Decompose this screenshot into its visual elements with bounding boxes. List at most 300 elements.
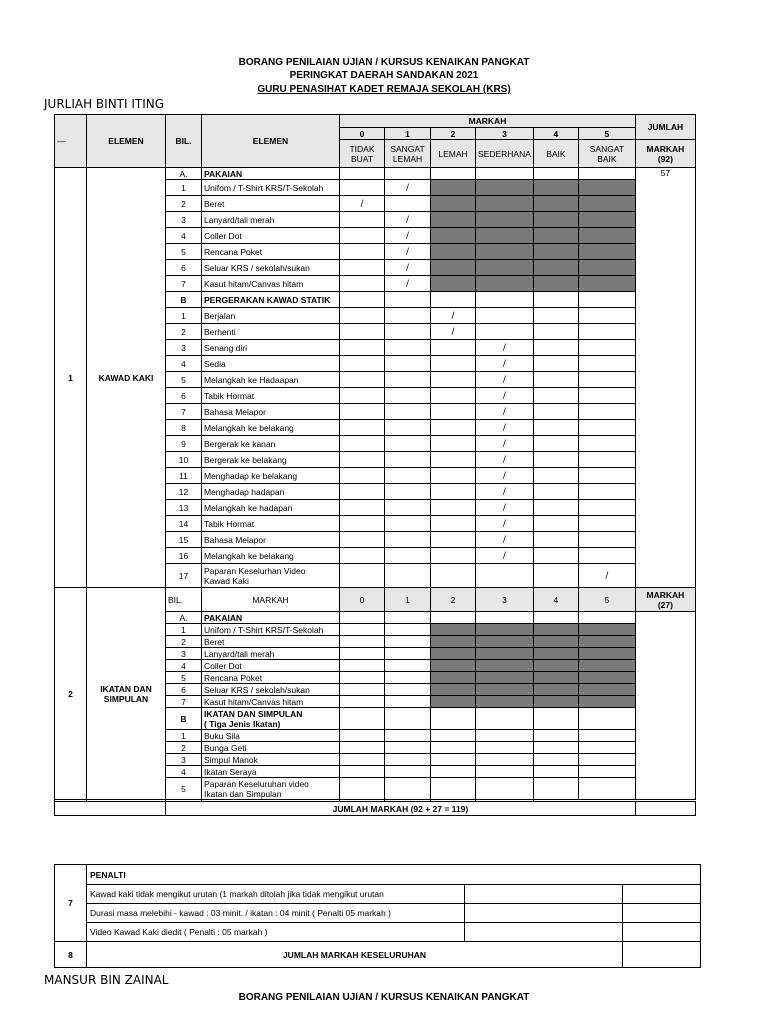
mark-cell (431, 372, 476, 388)
mark-cell (533, 212, 578, 228)
mark-cell (476, 244, 534, 260)
item-bil: 12 (166, 484, 202, 500)
mark-cell (431, 388, 476, 404)
mark-cell (385, 696, 431, 708)
mark-cell (385, 730, 431, 742)
mark-cell (533, 276, 578, 292)
penalty-item: Kawad kaki tidak mengikut urutan (1 markah ditolah jika tidak mengikut urutan (87, 885, 465, 904)
group-title: PAKAIAN (202, 612, 340, 624)
item-bil: 3 (166, 212, 202, 228)
next-page-title: BORANG PENILAIAN UJIAN / KURSUS KENAIKAN PANGKAT (238, 992, 530, 1003)
mark-cell (431, 742, 476, 754)
mark-cell (533, 684, 578, 696)
mark-cell (385, 292, 431, 308)
mark-cell (476, 766, 534, 778)
mark-cell (578, 180, 635, 196)
mark-cell (533, 168, 578, 180)
score-header: 4 (533, 128, 578, 140)
item-label: Berhenti (202, 324, 340, 340)
penalty-no: 7 (55, 865, 87, 942)
mark-cell (431, 754, 476, 766)
penalty-total (623, 885, 701, 904)
mark-cell: / (385, 244, 431, 260)
mark-cell (340, 292, 385, 308)
mark-cell (578, 516, 635, 532)
mark-cell (340, 742, 385, 754)
mark-cell (476, 730, 534, 742)
mark-cell (431, 196, 476, 212)
item-bil: 4 (166, 766, 202, 778)
mark-cell (476, 292, 534, 308)
mark-cell (431, 696, 476, 708)
mark-cell (385, 660, 431, 672)
mark-cell (533, 708, 578, 730)
mark-cell (431, 684, 476, 696)
mark-cell (340, 778, 385, 800)
item-label: Tabik Hormat (202, 516, 340, 532)
mark-cell (578, 696, 635, 708)
penalty-item: Video Kawad Kaki diedit ( Penalti : 05 markah ) (87, 923, 465, 942)
item-label: Melangkah ke hadapan (202, 500, 340, 516)
penalty-total (623, 904, 701, 923)
item-label: Melangkah ke belakang (202, 420, 340, 436)
mark-cell (533, 388, 578, 404)
mark-cell (385, 168, 431, 180)
mark-cell (578, 548, 635, 564)
mark-cell (385, 484, 431, 500)
group-bil: A. (166, 168, 202, 180)
score-header: 2 (431, 588, 476, 612)
item-label: Bergerak ke belakang (202, 452, 340, 468)
mark-cell (578, 500, 635, 516)
item-bil: 7 (166, 404, 202, 420)
mark-cell (385, 766, 431, 778)
mark-cell (431, 228, 476, 244)
mark-cell (578, 468, 635, 484)
item-label: Bunga Geti (202, 742, 340, 754)
mark-cell (385, 754, 431, 766)
item-bil: 16 (166, 548, 202, 564)
mark-cell: / (476, 468, 534, 484)
score-header: 5 (578, 588, 635, 612)
mark-cell (385, 548, 431, 564)
group-title: IKATAN DAN SIMPULAN ( Tiga Jenis Ikatan) (202, 708, 340, 730)
form-subtitle-krs: GURU PENASIHAT KADET REMAJA SEKOLAH (KRS) (257, 84, 511, 95)
mark-cell (578, 742, 635, 754)
item-label: Lanyard/tali merah (202, 648, 340, 660)
mark-cell (340, 672, 385, 684)
item-label: Coller Dot (202, 660, 340, 672)
item-bil: 15 (166, 532, 202, 548)
mark-cell: / (476, 532, 534, 548)
mark-cell (578, 196, 635, 212)
item-bil: 10 (166, 452, 202, 468)
mark-cell (431, 484, 476, 500)
item-bil: 14 (166, 516, 202, 532)
score-label: SEDERHANA (476, 140, 534, 168)
mark-cell (578, 624, 635, 636)
mark-cell (340, 648, 385, 660)
mark-cell (340, 228, 385, 244)
mark-cell (476, 564, 534, 588)
mark-cell (340, 452, 385, 468)
mark-cell (385, 624, 431, 636)
assessment-table (54, 114, 696, 816)
item-bil: 1 (166, 730, 202, 742)
mark-cell: / (385, 276, 431, 292)
mark-cell (533, 730, 578, 742)
item-label: Seluar KRS / sekolah/sukan (202, 260, 340, 276)
mark-cell (476, 612, 534, 624)
group-bil: B (166, 292, 202, 308)
item-label: Rencana Poket (202, 244, 340, 260)
item-label: Unifom / T-Shirt KRS/T-Sekolah (202, 180, 340, 196)
item-label: Coller Dot (202, 228, 340, 244)
mark-cell: / (476, 420, 534, 436)
penalty-title: PENALTI (87, 865, 701, 885)
mark-cell (431, 356, 476, 372)
mark-cell (476, 212, 534, 228)
mark-cell (578, 276, 635, 292)
mark-cell: / (476, 548, 534, 564)
mark-cell (431, 244, 476, 260)
mark-cell (340, 636, 385, 648)
mark-cell: / (385, 260, 431, 276)
mark-cell (533, 742, 578, 754)
item-bil: 2 (166, 196, 202, 212)
mark-cell (533, 484, 578, 500)
mark-cell (578, 420, 635, 436)
mark-cell (476, 660, 534, 672)
mark-cell (578, 388, 635, 404)
mark-cell (578, 436, 635, 452)
mark-cell: / (431, 308, 476, 324)
mark-cell (431, 516, 476, 532)
mark-cell (431, 648, 476, 660)
mark-cell: / (431, 324, 476, 340)
mark-cell (431, 404, 476, 420)
form-title: BORANG PENILAIAN UJIAN / KURSUS KENAIKAN PANGKAT (238, 57, 530, 68)
mark-cell (431, 778, 476, 800)
penalty-total (623, 923, 701, 942)
mark-cell (533, 308, 578, 324)
mark-cell (340, 548, 385, 564)
mark-cell (533, 292, 578, 308)
item-bil: 1 (166, 624, 202, 636)
col-jumlah: JUMLAH (635, 115, 695, 140)
mark-cell (431, 420, 476, 436)
score-label: LEMAH (431, 140, 476, 168)
score-label: TIDAK BUAT (340, 140, 385, 168)
mark-cell (578, 340, 635, 356)
mark-cell (385, 684, 431, 696)
score-header: 3 (476, 128, 534, 140)
mark-cell (431, 564, 476, 588)
score-header: 5 (578, 128, 635, 140)
mark-cell (385, 388, 431, 404)
mark-cell (476, 778, 534, 800)
mark-cell (533, 564, 578, 588)
item-bil: 5 (166, 672, 202, 684)
score-header: 1 (385, 588, 431, 612)
mark-cell (340, 180, 385, 196)
mark-cell (340, 564, 385, 588)
item-label: Menghadap ke belakang (202, 468, 340, 484)
mark-cell: / (476, 516, 534, 532)
mark-cell (533, 420, 578, 436)
mark-cell (578, 660, 635, 672)
item-label: Simpul Manok (202, 754, 340, 766)
mark-cell (385, 708, 431, 730)
mark-cell (578, 532, 635, 548)
item-label: Bahasa Melapor (202, 404, 340, 420)
item-bil: 2 (166, 742, 202, 754)
penalty-table (54, 864, 701, 968)
mark-cell (431, 212, 476, 228)
item-label: Unifom / T-Shirt KRS/T-Sekolah (202, 624, 340, 636)
mark-cell: / (476, 500, 534, 516)
mark-cell (533, 452, 578, 468)
mark-cell (533, 636, 578, 648)
mark-cell (533, 672, 578, 684)
mark-cell (340, 696, 385, 708)
mark-cell: / (476, 388, 534, 404)
section-name: IKATAN DAN SIMPULAN (87, 588, 166, 800)
mark-cell (476, 180, 534, 196)
mark-cell (476, 708, 534, 730)
item-label: Seluar KRS / sekolah/sukan (202, 684, 340, 696)
item-bil: 1 (166, 308, 202, 324)
mark-cell (533, 228, 578, 244)
item-label: Senang diri (202, 340, 340, 356)
markah-label: MARKAH (202, 588, 340, 612)
mark-cell (533, 532, 578, 548)
mark-cell (385, 648, 431, 660)
mark-cell (340, 388, 385, 404)
mark-cell (476, 228, 534, 244)
mark-cell (431, 532, 476, 548)
item-label: Rencana Poket (202, 672, 340, 684)
mark-cell (578, 308, 635, 324)
mark-cell: / (385, 180, 431, 196)
mark-cell (385, 324, 431, 340)
mark-cell: / (476, 484, 534, 500)
item-label: Ikatan Seraya (202, 766, 340, 778)
mark-cell (431, 260, 476, 276)
mark-cell (431, 168, 476, 180)
mark-cell (533, 324, 578, 340)
mark-cell (533, 516, 578, 532)
item-bil: 5 (166, 244, 202, 260)
item-label: Paparan Keseluruhan video Ikatan dan Simpulan (202, 778, 340, 800)
item-bil: 9 (166, 436, 202, 452)
item-bil: 5 (166, 372, 202, 388)
mark-cell (476, 636, 534, 648)
score-label: SANGAT LEMAH (385, 140, 431, 168)
item-bil: 17 (166, 564, 202, 588)
mark-cell (385, 742, 431, 754)
mark-cell (476, 276, 534, 292)
mark-cell (431, 766, 476, 778)
mark-cell (340, 754, 385, 766)
mark-cell (340, 436, 385, 452)
mark-cell (533, 436, 578, 452)
section-no: 1 (55, 168, 87, 588)
item-bil: 3 (166, 754, 202, 766)
item-label: Bergerak ke kanan (202, 436, 340, 452)
mark-cell (431, 340, 476, 356)
mark-cell (385, 404, 431, 420)
mark-cell (533, 468, 578, 484)
mark-cell (476, 168, 534, 180)
mark-cell (578, 484, 635, 500)
item-bil: 6 (166, 684, 202, 696)
item-bil: 1 (166, 180, 202, 196)
mark-cell (476, 196, 534, 212)
score-header: 4 (533, 588, 578, 612)
blank (635, 802, 695, 816)
col-elemen: ELEMEN (87, 115, 166, 168)
mark-cell (533, 754, 578, 766)
penalty-item: Durasi masa melebihi - kawad : 03 minit. / ikatan : 04 minit ( Penalti 05 markah ) (87, 904, 465, 923)
mark-cell (340, 340, 385, 356)
mark-cell (340, 404, 385, 420)
mark-cell (431, 452, 476, 468)
group-bil: B (166, 708, 202, 730)
mark-cell (385, 672, 431, 684)
item-bil: 6 (166, 260, 202, 276)
group-bil: A. (166, 612, 202, 624)
section2-total (635, 612, 695, 800)
mark-cell (476, 324, 534, 340)
mark-cell (431, 636, 476, 648)
mark-cell (340, 730, 385, 742)
item-label: Kasut hitam/Canvas hitam (202, 276, 340, 292)
mark-cell (340, 612, 385, 624)
mark-cell: / (578, 564, 635, 588)
mark-cell: / (340, 196, 385, 212)
penalty-value (465, 885, 623, 904)
mark-cell (340, 708, 385, 730)
mark-cell (385, 500, 431, 516)
mark-cell (533, 340, 578, 356)
mark-cell (385, 612, 431, 624)
mark-cell (431, 708, 476, 730)
item-label: Tabik Hormat (202, 388, 340, 404)
mark-cell (578, 778, 635, 800)
mark-cell (533, 766, 578, 778)
mark-cell (578, 648, 635, 660)
bil-label: BIL. (166, 588, 202, 612)
mark-cell: / (476, 340, 534, 356)
mark-cell (578, 260, 635, 276)
total-markah-27: MARKAH (27) (635, 588, 695, 612)
score-label: SANGAT BAIK (578, 140, 635, 168)
item-label: Beret (202, 196, 340, 212)
mark-cell (476, 684, 534, 696)
item-bil: 2 (166, 324, 202, 340)
mark-cell (385, 452, 431, 468)
mark-cell (385, 308, 431, 324)
mark-cell (533, 372, 578, 388)
mark-cell (340, 484, 385, 500)
mark-cell (578, 404, 635, 420)
mark-cell: / (476, 356, 534, 372)
item-bil: 3 (166, 648, 202, 660)
mark-cell (340, 420, 385, 436)
mark-cell (340, 308, 385, 324)
mark-cell: / (385, 212, 431, 228)
penalty-value (465, 923, 623, 942)
mark-cell (476, 672, 534, 684)
blank (55, 802, 166, 816)
col-elemen-2: ELEMEN (202, 115, 340, 168)
item-bil: 4 (166, 228, 202, 244)
mark-cell (578, 228, 635, 244)
item-label: Berjalan (202, 308, 340, 324)
section-name: KAWAD KAKI (87, 168, 166, 588)
mark-cell (533, 778, 578, 800)
total-markah-92: MARKAH (92) (635, 140, 695, 168)
mark-cell (431, 660, 476, 672)
mark-cell (431, 180, 476, 196)
mark-cell (578, 324, 635, 340)
group-title: PERGERAKAN KAWAD STATIK (202, 292, 340, 308)
mark-cell (578, 244, 635, 260)
mark-cell (431, 612, 476, 624)
mark-cell: / (476, 452, 534, 468)
score-header: 1 (385, 128, 431, 140)
mark-cell (340, 516, 385, 532)
item-bil: 2 (166, 636, 202, 648)
mark-cell (533, 624, 578, 636)
mark-cell (340, 766, 385, 778)
mark-cell (578, 612, 635, 624)
overall-label: JUMLAH MARKAH KESELURUHAN (87, 942, 623, 968)
mark-cell (385, 468, 431, 484)
mark-cell (533, 696, 578, 708)
item-bil: 8 (166, 420, 202, 436)
mark-cell: / (476, 436, 534, 452)
score-header: 0 (340, 128, 385, 140)
item-bil: 11 (166, 468, 202, 484)
mark-cell (340, 324, 385, 340)
jumlah-markah: JUMLAH MARKAH (92 + 27 = 119) (166, 802, 636, 816)
mark-cell (578, 708, 635, 730)
mark-cell (340, 468, 385, 484)
item-bil: 6 (166, 388, 202, 404)
mark-cell: / (385, 228, 431, 244)
score-header: 3 (476, 588, 534, 612)
mark-cell (533, 548, 578, 564)
mark-cell (431, 468, 476, 484)
mark-cell (431, 276, 476, 292)
mark-cell (476, 624, 534, 636)
mark-cell: / (476, 372, 534, 388)
mark-cell (431, 548, 476, 564)
mark-cell (385, 564, 431, 588)
mark-cell (385, 356, 431, 372)
mark-cell (578, 452, 635, 468)
mark-cell (533, 660, 578, 672)
mark-cell (578, 684, 635, 696)
score-label: BAIK (533, 140, 578, 168)
mark-cell (385, 372, 431, 388)
mark-cell (340, 356, 385, 372)
mark-cell (533, 648, 578, 660)
mark-cell (476, 648, 534, 660)
mark-cell (340, 684, 385, 696)
